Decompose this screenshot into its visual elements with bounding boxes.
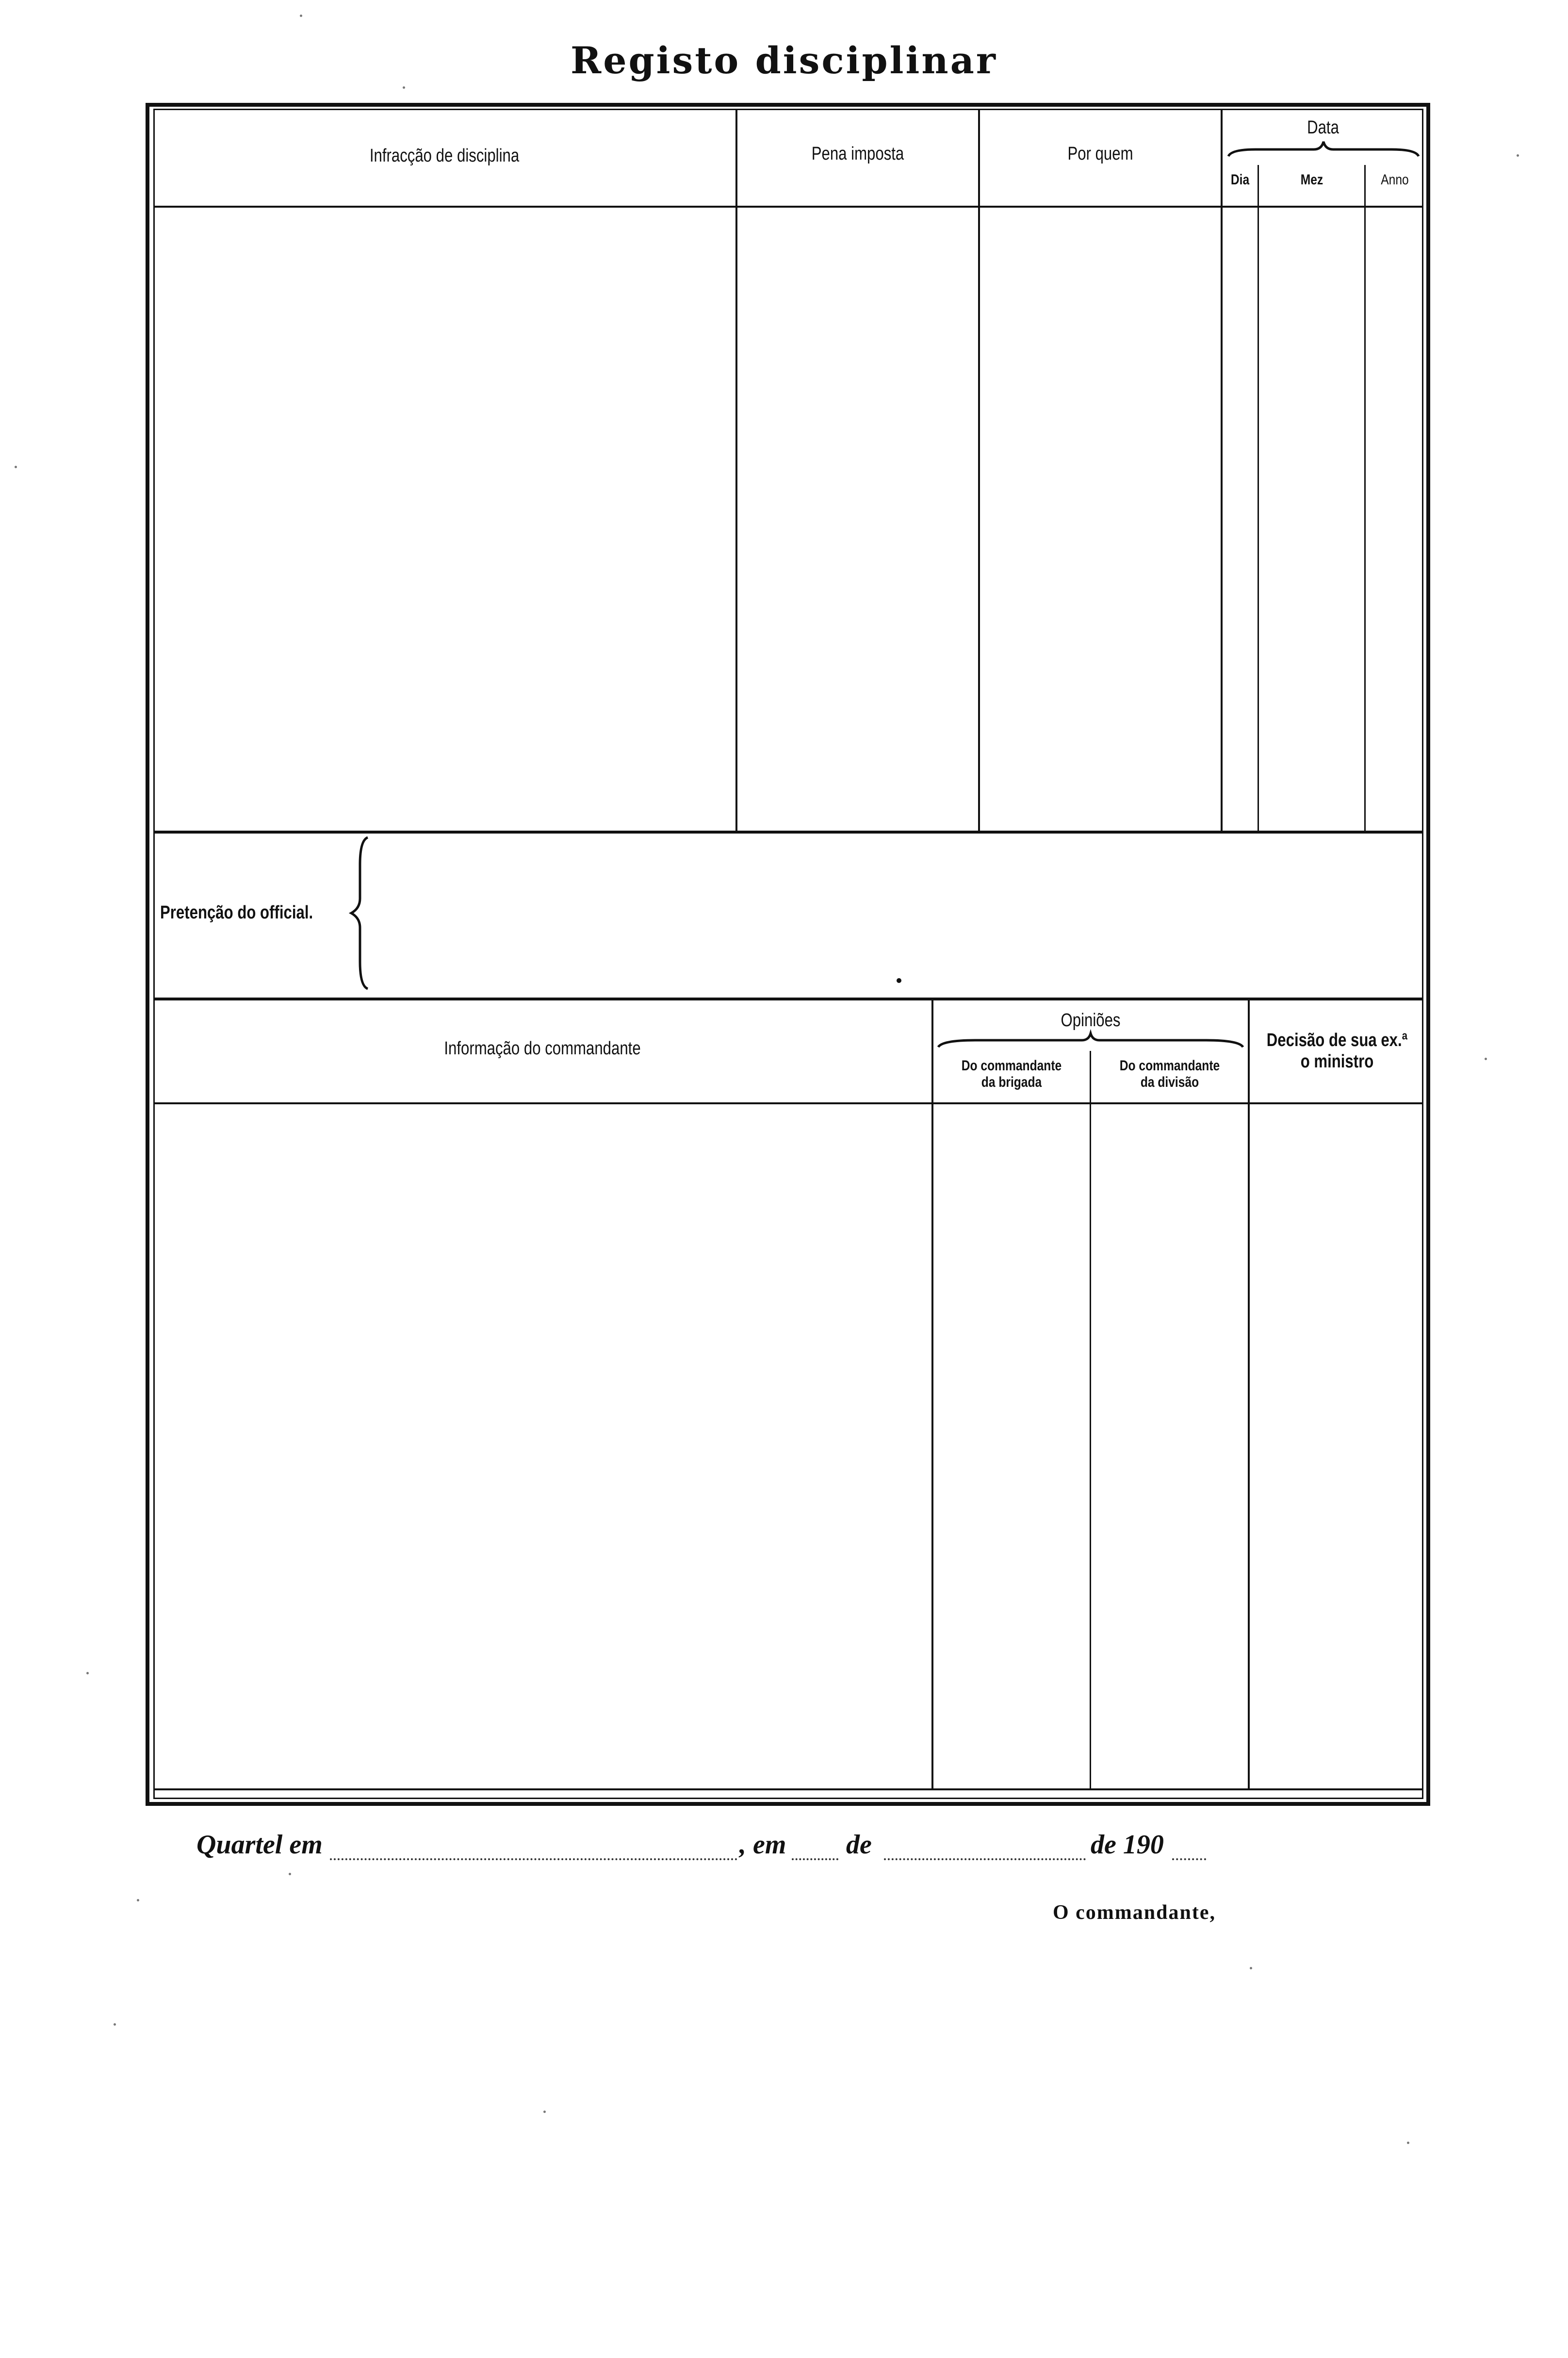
em-blank-line (792, 1858, 838, 1860)
form-inner-border (153, 109, 1423, 1799)
divider-pena-porquem (978, 109, 980, 832)
col-brigada-header: Do commandante da brigada (961, 1058, 1062, 1090)
divider-mez-anno (1364, 165, 1366, 832)
quartel-blank-line (330, 1858, 737, 1860)
scan-speck (86, 1672, 89, 1674)
de-blank-line (884, 1858, 1086, 1860)
quartel-label: Quartel em (196, 1830, 323, 1860)
scan-speck (1517, 154, 1519, 157)
col-opinioes-header: Opiniões (1061, 1010, 1121, 1031)
table1-bottom-line (153, 831, 1423, 834)
scan-speck (1407, 2142, 1409, 2144)
scan-speck (114, 2023, 116, 2026)
col-informacao-header: Informação do commandante (444, 1038, 641, 1059)
pretencao-label: Pretenção do official. (160, 902, 313, 923)
year-blank-line (1172, 1858, 1206, 1860)
scan-speck (1250, 1967, 1252, 1969)
col-porquem-header: Por quem (1067, 144, 1133, 164)
de190-label: de 190 (1091, 1830, 1164, 1860)
pretencao-brace-icon (348, 835, 377, 991)
scan-speck (15, 466, 17, 468)
divider-porquem-data (1221, 109, 1223, 832)
page-title: Registo disciplinar (571, 39, 997, 82)
pretencao-bottom-line (153, 998, 1423, 1000)
de-label: de (846, 1830, 872, 1860)
data-brace-icon (1226, 138, 1421, 167)
scan-speck (897, 978, 901, 983)
commandante-signature: O commandante, (1053, 1901, 1216, 1924)
col-mez-header: Mez (1300, 172, 1323, 188)
scan-speck (289, 1873, 291, 1875)
col-dia-header: Dia (1230, 172, 1250, 188)
scan-speck (137, 1899, 139, 1901)
col-pena-header: Pena imposta (811, 144, 904, 164)
opinioes-brace-icon (936, 1031, 1245, 1055)
divider-infraccao-pena (735, 109, 737, 832)
table2-bottom-line (153, 1788, 1423, 1790)
divider-dia-mez (1258, 165, 1259, 832)
col-anno-header: Anno (1381, 172, 1409, 188)
scan-speck (1485, 1058, 1487, 1060)
divider-informacao-opinioes (931, 999, 933, 1790)
col-infraccao-header: Infracção de disciplina (369, 146, 520, 166)
scan-speck (543, 2111, 546, 2113)
scan-speck (403, 86, 405, 89)
em-label: , em (739, 1830, 786, 1860)
col-divisao-header: Do commandante da divisão (1119, 1058, 1220, 1090)
col-data-header: Data (1307, 117, 1339, 138)
divider-brigada-divisao (1090, 1051, 1091, 1790)
scan-speck (300, 15, 302, 17)
table1-header-divider (153, 206, 1423, 208)
col-decisao-header: Decisão de sua ex.ª o ministro (1266, 1030, 1408, 1072)
divider-opinioes-decisao (1248, 999, 1250, 1790)
table2-header-divider (153, 1102, 1423, 1104)
